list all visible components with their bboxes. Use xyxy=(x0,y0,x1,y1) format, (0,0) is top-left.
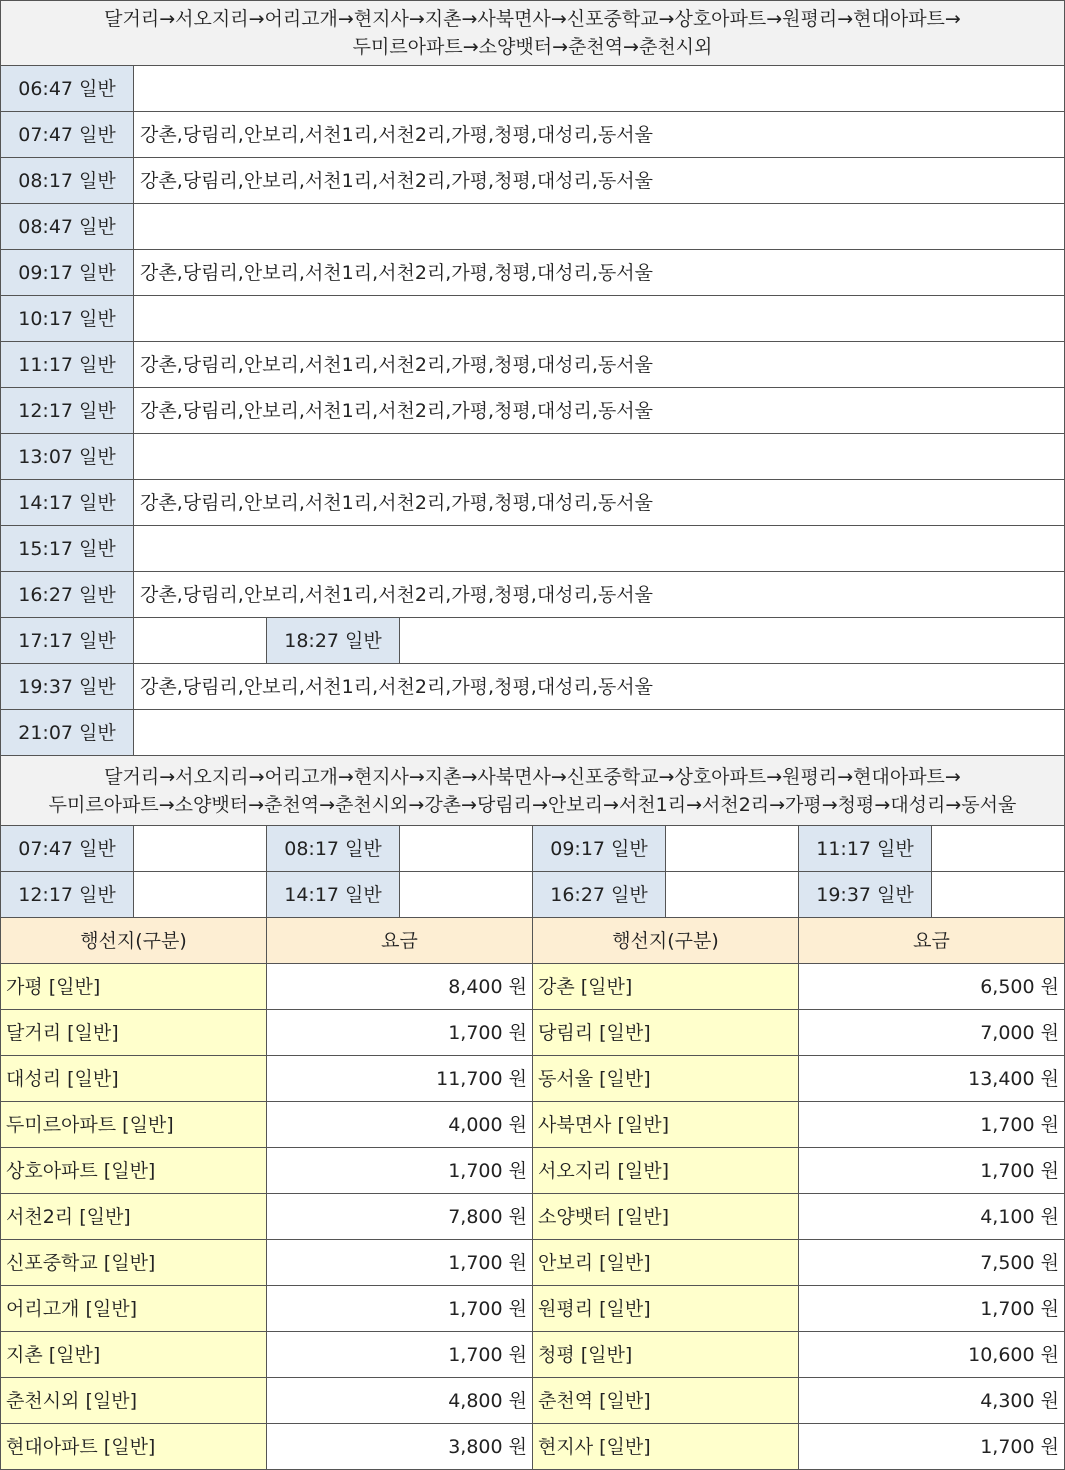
fare-price: 1,700 원 xyxy=(267,1332,533,1378)
empty-cell xyxy=(666,826,799,872)
fare-price: 10,600 원 xyxy=(799,1332,1065,1378)
departure-time: 12:17 일반 xyxy=(0,872,134,918)
departure-time: 11:17 일반 xyxy=(0,342,134,388)
fare-price: 11,700 원 xyxy=(267,1056,533,1102)
fare-destination: 현지사 [일반] xyxy=(533,1424,799,1470)
fare-destination: 청평 [일반] xyxy=(533,1332,799,1378)
stops-list xyxy=(134,66,1065,112)
fare-price: 1,700 원 xyxy=(267,1148,533,1194)
stops-list: 강촌,당림리,안보리,서천1리,서천2리,가평,청평,대성리,동서울 xyxy=(134,664,1065,710)
fare-destination: 신포중학교 [일반] xyxy=(0,1240,267,1286)
departure-time: 06:47 일반 xyxy=(0,66,134,112)
fare-price: 7,500 원 xyxy=(799,1240,1065,1286)
empty-cell xyxy=(666,872,799,918)
fare-price: 1,700 원 xyxy=(267,1240,533,1286)
stops-list: 강촌,당림리,안보리,서천1리,서천2리,가평,청평,대성리,동서울 xyxy=(134,388,1065,434)
departure-time: 16:27 일반 xyxy=(0,572,134,618)
departure-time: 12:17 일반 xyxy=(0,388,134,434)
route-1-header-line-1: 달거리→서오지리→어리고개→현지사→지촌→사북면사→신포중학교→상호아파트→원평리→현대아파트→ xyxy=(104,8,961,30)
departure-time: 14:17 일반 xyxy=(0,480,134,526)
fare-price: 6,500 원 xyxy=(799,964,1065,1010)
stops-list xyxy=(134,296,1065,342)
fare-price: 8,400 원 xyxy=(267,964,533,1010)
departure-time: 21:07 일반 xyxy=(0,710,134,756)
stops-list: 강촌,당림리,안보리,서천1리,서천2리,가평,청평,대성리,동서울 xyxy=(134,112,1065,158)
fare-destination: 지촌 [일반] xyxy=(0,1332,267,1378)
empty-cell xyxy=(400,826,533,872)
departure-time: 09:17 일반 xyxy=(533,826,666,872)
fare-destination: 춘천시외 [일반] xyxy=(0,1378,267,1424)
fare-price: 4,000 원 xyxy=(267,1102,533,1148)
departure-time: 13:07 일반 xyxy=(0,434,134,480)
empty-cell xyxy=(400,872,533,918)
fare-destination: 상호아파트 [일반] xyxy=(0,1148,267,1194)
fare-destination: 서오지리 [일반] xyxy=(533,1148,799,1194)
stops-list xyxy=(134,204,1065,250)
departure-time: 07:47 일반 xyxy=(0,826,134,872)
departure-time: 16:27 일반 xyxy=(533,872,666,918)
departure-time: 15:17 일반 xyxy=(0,526,134,572)
departure-time: 19:37 일반 xyxy=(0,664,134,710)
fare-destination: 가평 [일반] xyxy=(0,964,267,1010)
fare-destination: 서천2리 [일반] xyxy=(0,1194,267,1240)
stops-list: 강촌,당림리,안보리,서천1리,서천2리,가평,청평,대성리,동서울 xyxy=(134,250,1065,296)
fare-header-destination: 행선지(구분) xyxy=(533,918,799,964)
fare-price: 4,300 원 xyxy=(799,1378,1065,1424)
fare-price: 4,800 원 xyxy=(267,1378,533,1424)
fare-destination: 동서울 [일반] xyxy=(533,1056,799,1102)
fare-destination: 달거리 [일반] xyxy=(0,1010,267,1056)
fare-price: 13,400 원 xyxy=(799,1056,1065,1102)
departure-time: 08:17 일반 xyxy=(267,826,400,872)
departure-time: 17:17 일반 xyxy=(0,618,134,664)
fare-destination: 사북면사 [일반] xyxy=(533,1102,799,1148)
stops-list: 강촌,당림리,안보리,서천1리,서천2리,가평,청평,대성리,동서울 xyxy=(134,342,1065,388)
stops-list: 강촌,당림리,안보리,서천1리,서천2리,가평,청평,대성리,동서울 xyxy=(134,572,1065,618)
stops-list xyxy=(134,526,1065,572)
route-1-header-line-2: 두미르아파트→소양뱃터→춘천역→춘천시외 xyxy=(352,36,713,58)
fare-destination: 춘천역 [일반] xyxy=(533,1378,799,1424)
stops-list xyxy=(134,434,1065,480)
fare-destination: 당림리 [일반] xyxy=(533,1010,799,1056)
stops-list: 강촌,당림리,안보리,서천1리,서천2리,가평,청평,대성리,동서울 xyxy=(134,480,1065,526)
fare-destination: 강촌 [일반] xyxy=(533,964,799,1010)
departure-time: 08:47 일반 xyxy=(0,204,134,250)
fare-price: 7,800 원 xyxy=(267,1194,533,1240)
empty-cell xyxy=(932,872,1065,918)
fare-destination: 어리고개 [일반] xyxy=(0,1286,267,1332)
empty-cell xyxy=(400,618,1065,664)
fare-price: 7,000 원 xyxy=(799,1010,1065,1056)
departure-time: 10:17 일반 xyxy=(0,296,134,342)
fare-destination: 원평리 [일반] xyxy=(533,1286,799,1332)
departure-time: 18:27 일반 xyxy=(267,618,400,664)
fare-destination: 소양뱃터 [일반] xyxy=(533,1194,799,1240)
empty-cell xyxy=(134,826,267,872)
empty-cell xyxy=(932,826,1065,872)
stops-list xyxy=(134,710,1065,756)
route-2-header-line-1: 달거리→서오지리→어리고개→현지사→지촌→사북면사→신포중학교→상호아파트→원평리→현대아파트→ xyxy=(104,765,961,788)
fare-price: 1,700 원 xyxy=(267,1286,533,1332)
fare-header-price: 요금 xyxy=(267,918,533,964)
empty-cell xyxy=(134,618,267,664)
fare-price: 4,100 원 xyxy=(799,1194,1065,1240)
departure-time: 19:37 일반 xyxy=(799,872,932,918)
departure-time: 08:17 일반 xyxy=(0,158,134,204)
departure-time: 09:17 일반 xyxy=(0,250,134,296)
fare-header-destination: 행선지(구분) xyxy=(0,918,267,964)
fare-price: 1,700 원 xyxy=(799,1102,1065,1148)
stops-list: 강촌,당림리,안보리,서천1리,서천2리,가평,청평,대성리,동서울 xyxy=(134,158,1065,204)
fare-price: 3,800 원 xyxy=(267,1424,533,1470)
route-2-header xyxy=(0,756,1065,826)
departure-time: 11:17 일반 xyxy=(799,826,932,872)
fare-price: 1,700 원 xyxy=(799,1148,1065,1194)
fare-price: 1,700 원 xyxy=(799,1424,1065,1470)
route-2-header-line-2: 두미르아파트→소양뱃터→춘천역→춘천시외→강촌→당림리→안보리→서천1리→서천2리→가평→청평→대성리→동서울 xyxy=(48,793,1017,816)
fare-destination: 두미르아파트 [일반] xyxy=(0,1102,267,1148)
empty-cell xyxy=(134,872,267,918)
fare-destination: 안보리 [일반] xyxy=(533,1240,799,1286)
fare-header-price: 요금 xyxy=(799,918,1065,964)
route-1-header xyxy=(0,0,1065,66)
fare-price: 1,700 원 xyxy=(267,1010,533,1056)
fare-price: 1,700 원 xyxy=(799,1286,1065,1332)
departure-time: 14:17 일반 xyxy=(267,872,400,918)
fare-destination: 현대아파트 [일반] xyxy=(0,1424,267,1470)
fare-destination: 대성리 [일반] xyxy=(0,1056,267,1102)
departure-time: 07:47 일반 xyxy=(0,112,134,158)
